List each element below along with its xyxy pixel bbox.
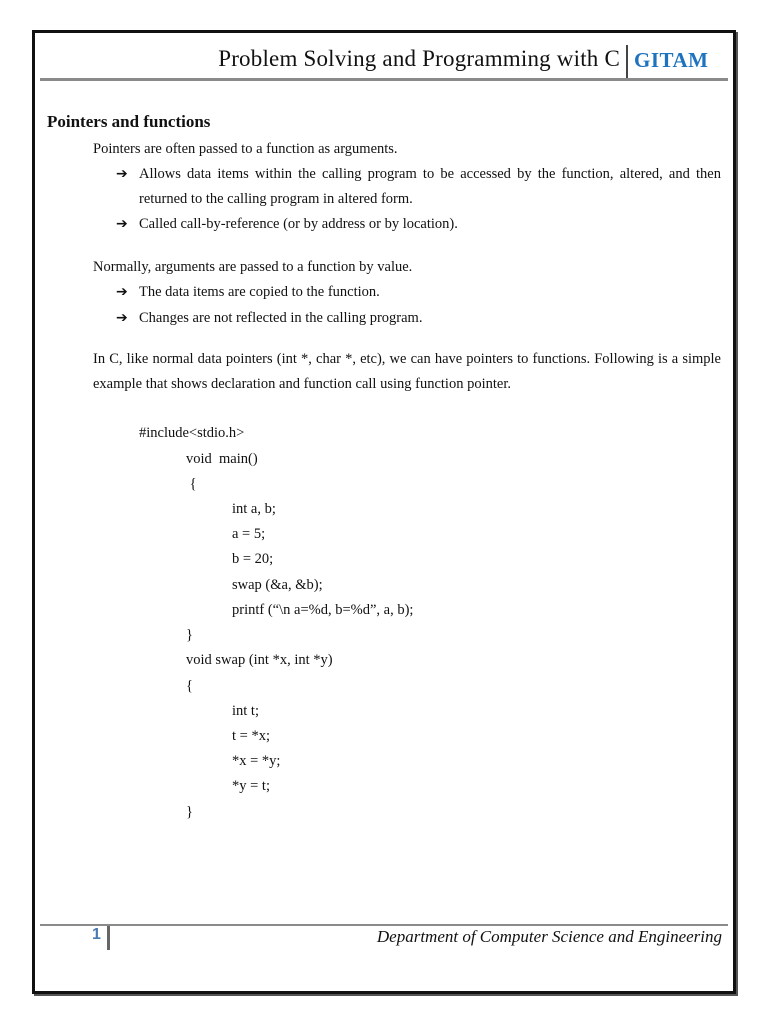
brand-name: GITAM [634,48,709,72]
document-title: Problem Solving and Programming with C [218,46,620,71]
header-divider [626,45,628,79]
code-line: void main() [186,451,258,467]
bullet-item [116,162,721,212]
right-arrow-icon: ➔ [116,216,128,232]
bullet-text: Allows data items within the calling program to be accessed by the function, altered, and then returned to the calling program in altered form. [139,166,721,207]
bullet-item [116,306,721,331]
example-paragraph: In C, like normal data pointers (int *, char *, etc), we can have pointers to functions. Following is a simple example that shows declaration and function call using function pointer. [93,351,721,392]
header-rule [40,78,728,81]
right-arrow-icon: ➔ [116,284,128,300]
value-paragraph: Normally, arguments are passed to a function by value. [93,259,413,275]
code-line: } [186,627,193,643]
code-line: swap (&a, &b); [232,577,323,593]
bullet-text: The data items are copied to the function. [139,284,380,300]
page-number: 1 [92,926,101,943]
code-line: void swap (int *x, int *y) [186,652,333,668]
code-line: int a, b; [232,501,276,517]
code-line: a = 5; [232,526,266,542]
code-line: t = *x; [232,728,270,744]
right-arrow-icon: ➔ [116,310,128,326]
right-arrow-icon: ➔ [116,166,128,182]
code-line: *x = *y; [232,753,281,769]
code-line: #include<stdio.h> [139,425,245,441]
bullet-text: Called call-by-reference (or by address or by location). [139,216,458,232]
department-name: Department of Computer Science and Engineering [376,927,722,946]
bullet-item [116,280,721,305]
code-line: *y = t; [232,778,270,794]
bullet-item [116,212,721,237]
code-line: } [186,804,193,820]
section-heading: Pointers and functions [47,112,211,131]
code-line: printf (“\n a=%d, b=%d”, a, b); [232,602,414,618]
code-line: b = 20; [232,551,274,567]
code-line: int t; [232,703,259,719]
footer-divider [107,926,110,950]
code-line: { [186,476,197,492]
bullet-text: Changes are not reflected in the calling program. [139,310,423,326]
footer-rule [40,924,728,926]
code-line: { [186,678,193,694]
intro-paragraph: Pointers are often passed to a function as arguments. [93,141,398,157]
